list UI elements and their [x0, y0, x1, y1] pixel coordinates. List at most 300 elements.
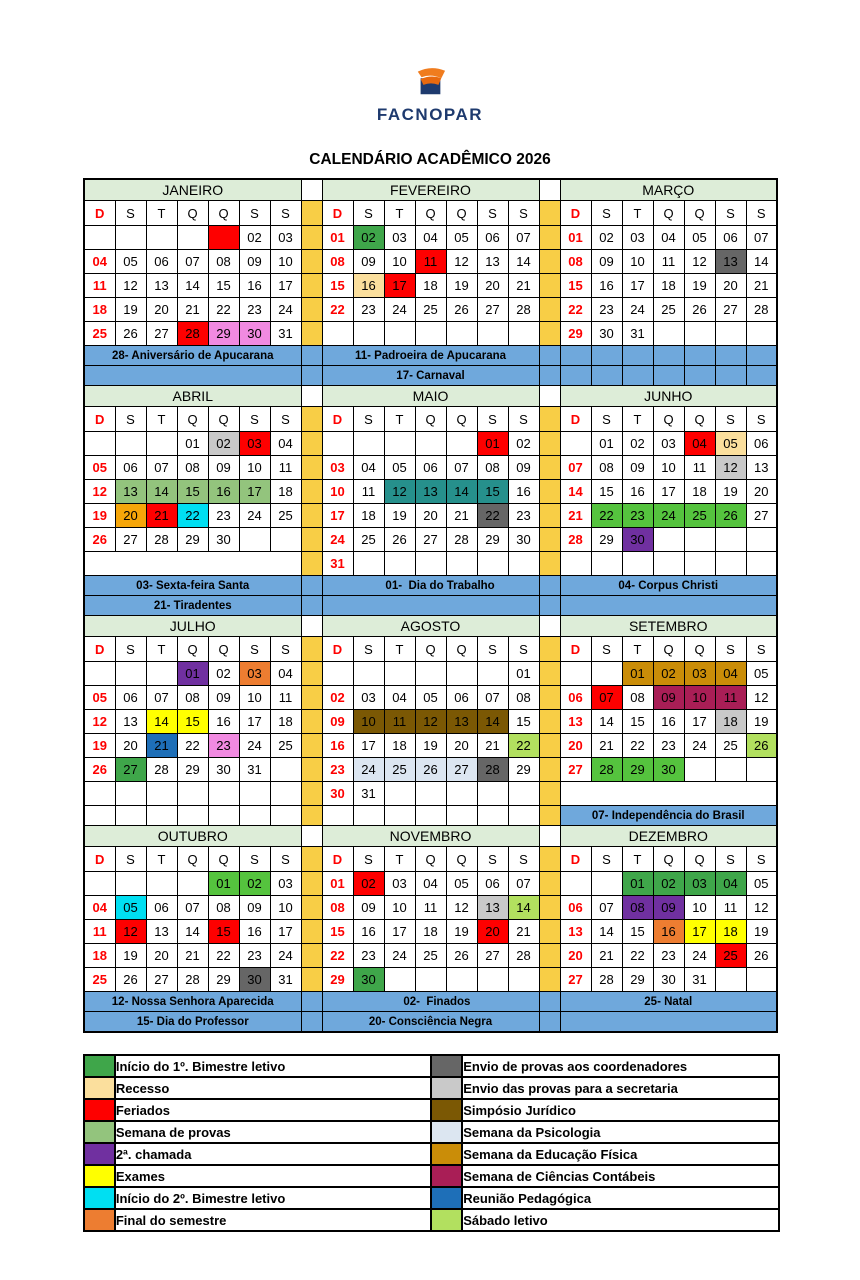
date-cell: 22	[622, 734, 653, 758]
date-cell: 17	[653, 480, 684, 504]
date-cell	[384, 782, 415, 806]
date-cell: 21	[146, 734, 177, 758]
month-header: NOVEMBRO	[322, 826, 539, 847]
weekday-header: S	[239, 407, 270, 432]
weekday-header: S	[239, 637, 270, 662]
weekday-header: S	[477, 407, 508, 432]
date-cell: 22	[591, 504, 622, 528]
date-cell: 28	[508, 298, 539, 322]
date-cell: 12	[446, 896, 477, 920]
date-cell	[446, 968, 477, 992]
date-cell: 28	[146, 528, 177, 552]
date-cell: 13	[115, 710, 146, 734]
date-cell: 26	[746, 734, 777, 758]
gap-cell	[539, 576, 560, 596]
date-cell: 27	[415, 528, 446, 552]
gap-cell	[539, 847, 560, 872]
date-cell: 02	[353, 226, 384, 250]
date-cell: 16	[653, 710, 684, 734]
weekday-header: Q	[684, 847, 715, 872]
date-cell: 03	[353, 686, 384, 710]
weekday-header: Q	[208, 201, 239, 226]
date-cell: 27	[715, 298, 746, 322]
date-cell: 09	[208, 456, 239, 480]
date-cell: 17	[239, 480, 270, 504]
date-cell: 07	[560, 456, 591, 480]
date-cell: 24	[322, 528, 353, 552]
month-note-cell	[653, 366, 684, 386]
legend-label: Recesso	[115, 1077, 432, 1099]
page-title: CALENDÁRIO ACADÊMICO 2026	[309, 151, 551, 168]
date-cell: 15	[508, 710, 539, 734]
date-cell: 10	[322, 480, 353, 504]
date-cell: 12	[715, 456, 746, 480]
gap-cell	[301, 1012, 322, 1033]
date-cell	[446, 782, 477, 806]
date-cell: 30	[353, 968, 384, 992]
weekday-header: Q	[415, 847, 446, 872]
weekday-header: S	[591, 637, 622, 662]
weekday-header: Q	[208, 637, 239, 662]
weekday-header: D	[84, 637, 115, 662]
weekday-header: S	[591, 847, 622, 872]
weekday-header: Q	[446, 407, 477, 432]
date-cell: 27	[115, 528, 146, 552]
date-cell: 26	[115, 968, 146, 992]
month-note-cell	[684, 346, 715, 366]
date-cell: 12	[84, 480, 115, 504]
date-cell: 26	[115, 322, 146, 346]
weekday-header: Q	[446, 201, 477, 226]
date-cell: 10	[239, 456, 270, 480]
date-cell: 04	[415, 226, 446, 250]
weekday-header: D	[560, 637, 591, 662]
date-cell: 22	[622, 944, 653, 968]
date-cell	[384, 432, 415, 456]
date-cell: 10	[353, 710, 384, 734]
date-cell	[560, 432, 591, 456]
weekday-header: Q	[653, 201, 684, 226]
date-cell: 27	[560, 968, 591, 992]
date-cell	[84, 872, 115, 896]
date-cell: 08	[177, 456, 208, 480]
date-cell: 08	[591, 456, 622, 480]
date-cell: 01	[477, 432, 508, 456]
date-cell: 28	[146, 758, 177, 782]
date-cell: 22	[208, 298, 239, 322]
legend-swatch-gold	[431, 1143, 462, 1165]
date-cell: 30	[591, 322, 622, 346]
gap-cell	[539, 896, 560, 920]
legend-table	[83, 1054, 780, 1232]
date-cell: 02	[208, 662, 239, 686]
gap-cell	[301, 847, 322, 872]
date-cell: 05	[746, 662, 777, 686]
date-cell: 30	[239, 968, 270, 992]
date-cell: 29	[477, 528, 508, 552]
gap-cell	[301, 298, 322, 322]
date-cell: 12	[746, 686, 777, 710]
date-cell: 05	[84, 686, 115, 710]
date-cell: 13	[115, 480, 146, 504]
date-cell: 01	[622, 872, 653, 896]
month-note-cell	[653, 346, 684, 366]
month-note	[560, 596, 777, 616]
date-cell: 03	[322, 456, 353, 480]
date-cell	[715, 758, 746, 782]
date-cell: 30	[208, 758, 239, 782]
month-note-cell	[560, 346, 591, 366]
date-cell: 29	[322, 968, 353, 992]
date-cell: 18	[715, 920, 746, 944]
date-cell	[84, 662, 115, 686]
date-cell: 23	[239, 298, 270, 322]
date-cell: 26	[715, 504, 746, 528]
date-cell	[146, 226, 177, 250]
gap-cell	[301, 480, 322, 504]
month-note	[322, 596, 539, 616]
date-cell: 20	[146, 944, 177, 968]
date-cell: 30	[208, 528, 239, 552]
date-cell: 24	[239, 734, 270, 758]
date-cell: 28	[591, 758, 622, 782]
gap-cell	[301, 456, 322, 480]
date-cell: 14	[177, 274, 208, 298]
date-cell: 17	[384, 920, 415, 944]
date-cell: 19	[115, 944, 146, 968]
date-cell: 22	[177, 504, 208, 528]
gap-cell	[301, 407, 322, 432]
date-cell: 20	[746, 480, 777, 504]
date-cell: 30	[322, 782, 353, 806]
date-cell: 25	[384, 758, 415, 782]
date-cell: 22	[560, 298, 591, 322]
date-cell: 07	[177, 896, 208, 920]
date-cell: 02	[322, 686, 353, 710]
date-cell	[208, 226, 239, 250]
month-note-cell	[715, 346, 746, 366]
date-cell: 21	[508, 274, 539, 298]
date-cell: 08	[322, 896, 353, 920]
date-cell: 27	[446, 758, 477, 782]
date-cell	[177, 872, 208, 896]
legend-swatch-lightgray	[431, 1077, 462, 1099]
legend-label: Feriados	[115, 1099, 432, 1121]
date-cell: 16	[208, 480, 239, 504]
date-cell: 13	[146, 920, 177, 944]
date-cell	[477, 968, 508, 992]
month-note: 12- Nossa Senhora Aparecida	[84, 992, 301, 1012]
date-cell: 04	[384, 686, 415, 710]
date-cell: 07	[591, 896, 622, 920]
gap-cell	[539, 944, 560, 968]
month-note: 21- Tiradentes	[84, 596, 301, 616]
month-note-cell	[746, 366, 777, 386]
weekday-header: D	[322, 637, 353, 662]
date-cell: 23	[622, 504, 653, 528]
legend-swatch-brown	[431, 1099, 462, 1121]
weekday-header: Q	[653, 407, 684, 432]
date-cell: 26	[415, 758, 446, 782]
empty-row	[560, 782, 777, 806]
date-cell: 18	[84, 944, 115, 968]
date-cell: 27	[746, 504, 777, 528]
date-cell: 29	[622, 968, 653, 992]
date-cell: 12	[115, 274, 146, 298]
date-cell: 09	[591, 250, 622, 274]
date-cell	[208, 782, 239, 806]
date-cell: 16	[208, 710, 239, 734]
date-cell	[146, 432, 177, 456]
gap-cell	[301, 576, 322, 596]
date-cell	[384, 322, 415, 346]
date-cell: 15	[622, 920, 653, 944]
weekday-header: D	[84, 407, 115, 432]
date-cell: 15	[322, 274, 353, 298]
weekday-header: D	[322, 847, 353, 872]
date-cell: 26	[746, 944, 777, 968]
gap-cell	[539, 226, 560, 250]
date-cell	[684, 758, 715, 782]
weekday-header: T	[622, 407, 653, 432]
date-cell: 17	[270, 920, 301, 944]
month-note-cell	[560, 366, 591, 386]
weekday-header: D	[322, 407, 353, 432]
date-cell	[477, 322, 508, 346]
weekday-header: Q	[684, 201, 715, 226]
gap-cell	[539, 662, 560, 686]
date-cell: 03	[653, 432, 684, 456]
month-header: MARÇO	[560, 179, 777, 201]
date-cell: 05	[446, 226, 477, 250]
date-cell	[84, 226, 115, 250]
date-cell: 14	[508, 250, 539, 274]
date-cell: 07	[477, 686, 508, 710]
date-cell: 27	[477, 298, 508, 322]
date-cell: 17	[322, 504, 353, 528]
date-cell: 04	[415, 872, 446, 896]
gap-cell	[539, 992, 560, 1012]
date-cell: 22	[477, 504, 508, 528]
weekday-header: D	[84, 201, 115, 226]
date-cell	[353, 432, 384, 456]
weekday-header: D	[560, 847, 591, 872]
date-cell: 23	[591, 298, 622, 322]
date-cell	[84, 432, 115, 456]
month-note-cell	[622, 366, 653, 386]
date-cell: 11	[715, 896, 746, 920]
month-header: DEZEMBRO	[560, 826, 777, 847]
weekday-header: D	[560, 201, 591, 226]
date-cell: 30	[239, 322, 270, 346]
date-cell: 25	[84, 322, 115, 346]
date-cell: 28	[508, 944, 539, 968]
date-cell: 11	[684, 456, 715, 480]
date-cell	[684, 552, 715, 576]
gap-cell	[301, 782, 322, 806]
legend-swatch-magenta	[431, 1165, 462, 1187]
date-cell: 11	[415, 250, 446, 274]
date-cell: 16	[591, 274, 622, 298]
weekday-header: Q	[415, 407, 446, 432]
gap-cell	[539, 274, 560, 298]
weekday-header: T	[622, 847, 653, 872]
date-cell: 08	[560, 250, 591, 274]
weekday-header: S	[508, 637, 539, 662]
date-cell	[177, 782, 208, 806]
weekday-header: T	[622, 201, 653, 226]
weekday-header: Q	[177, 847, 208, 872]
date-cell	[653, 528, 684, 552]
date-cell: 13	[477, 896, 508, 920]
date-cell: 26	[84, 758, 115, 782]
date-cell: 03	[270, 872, 301, 896]
legend-swatch-blue	[431, 1187, 462, 1209]
gap-cell	[301, 826, 322, 847]
gap-cell	[301, 596, 322, 616]
date-cell: 31	[322, 552, 353, 576]
date-cell: 06	[146, 250, 177, 274]
date-cell: 06	[446, 686, 477, 710]
month-note-cell	[591, 366, 622, 386]
date-cell: 10	[239, 686, 270, 710]
gap-cell	[301, 758, 322, 782]
date-cell: 17	[622, 274, 653, 298]
gap-cell	[539, 1012, 560, 1033]
date-cell: 21	[591, 734, 622, 758]
date-cell: 18	[415, 274, 446, 298]
legend-label: Semana da Educação Física	[462, 1143, 779, 1165]
date-cell: 30	[622, 528, 653, 552]
weekday-header: Q	[177, 637, 208, 662]
date-cell: 03	[684, 662, 715, 686]
date-cell: 04	[84, 250, 115, 274]
gap-cell	[301, 992, 322, 1012]
date-cell: 16	[239, 274, 270, 298]
weekday-header: Q	[653, 847, 684, 872]
gap-cell	[301, 201, 322, 226]
weekday-header: S	[477, 847, 508, 872]
gap-cell	[539, 250, 560, 274]
gap-cell	[301, 432, 322, 456]
date-cell	[446, 322, 477, 346]
date-cell: 15	[208, 920, 239, 944]
date-cell	[591, 872, 622, 896]
date-cell	[115, 432, 146, 456]
date-cell: 03	[684, 872, 715, 896]
date-cell: 11	[653, 250, 684, 274]
date-cell	[115, 662, 146, 686]
month-header: SETEMBRO	[560, 616, 777, 637]
date-cell	[446, 662, 477, 686]
date-cell: 03	[270, 226, 301, 250]
weekday-header: T	[146, 847, 177, 872]
date-cell: 27	[146, 968, 177, 992]
date-cell: 25	[653, 298, 684, 322]
weekday-header: Q	[208, 847, 239, 872]
date-cell: 13	[715, 250, 746, 274]
date-cell: 10	[384, 896, 415, 920]
date-cell: 10	[270, 250, 301, 274]
date-cell: 18	[270, 710, 301, 734]
date-cell: 16	[353, 274, 384, 298]
weekday-header: S	[508, 201, 539, 226]
gap-cell	[539, 968, 560, 992]
date-cell: 08	[177, 686, 208, 710]
month-header: MAIO	[322, 386, 539, 407]
date-cell	[715, 968, 746, 992]
date-cell	[746, 528, 777, 552]
date-cell: 05	[115, 896, 146, 920]
weekday-header: S	[115, 201, 146, 226]
date-cell: 19	[715, 480, 746, 504]
date-cell: 16	[322, 734, 353, 758]
date-cell	[115, 782, 146, 806]
date-cell: 15	[322, 920, 353, 944]
date-cell: 01	[177, 662, 208, 686]
date-cell: 19	[746, 710, 777, 734]
date-cell: 05	[415, 686, 446, 710]
date-cell: 05	[384, 456, 415, 480]
weekday-header: S	[270, 201, 301, 226]
date-cell: 15	[622, 710, 653, 734]
weekday-header: Q	[684, 637, 715, 662]
date-cell: 08	[477, 456, 508, 480]
date-cell	[415, 662, 446, 686]
date-cell: 04	[715, 872, 746, 896]
date-cell	[560, 872, 591, 896]
date-cell: 29	[208, 968, 239, 992]
date-cell	[715, 322, 746, 346]
date-cell: 23	[508, 504, 539, 528]
date-cell: 09	[353, 896, 384, 920]
date-cell: 17	[239, 710, 270, 734]
date-cell	[560, 662, 591, 686]
date-cell: 15	[560, 274, 591, 298]
gap-cell	[539, 386, 560, 407]
date-cell	[239, 806, 270, 826]
date-cell: 14	[508, 896, 539, 920]
gap-cell	[301, 896, 322, 920]
date-cell: 05	[446, 872, 477, 896]
date-cell: 23	[353, 298, 384, 322]
date-cell: 03	[384, 872, 415, 896]
date-cell: 20	[115, 504, 146, 528]
month-header: JULHO	[84, 616, 301, 637]
date-cell: 02	[239, 226, 270, 250]
date-cell: 30	[653, 758, 684, 782]
date-cell: 29	[177, 528, 208, 552]
date-cell: 06	[477, 226, 508, 250]
date-cell: 11	[84, 920, 115, 944]
gap-cell	[301, 179, 322, 201]
date-cell	[115, 872, 146, 896]
date-cell: 23	[653, 944, 684, 968]
weekday-header: T	[146, 201, 177, 226]
date-cell	[322, 322, 353, 346]
date-cell: 29	[622, 758, 653, 782]
legend-label: Simpósio Jurídico	[462, 1099, 779, 1121]
date-cell: 28	[591, 968, 622, 992]
date-cell: 02	[208, 432, 239, 456]
date-cell: 02	[653, 872, 684, 896]
date-cell: 06	[746, 432, 777, 456]
gap-cell	[301, 662, 322, 686]
weekday-header: S	[353, 407, 384, 432]
date-cell: 07	[146, 686, 177, 710]
logo	[0, 0, 860, 125]
weekday-header: S	[715, 847, 746, 872]
